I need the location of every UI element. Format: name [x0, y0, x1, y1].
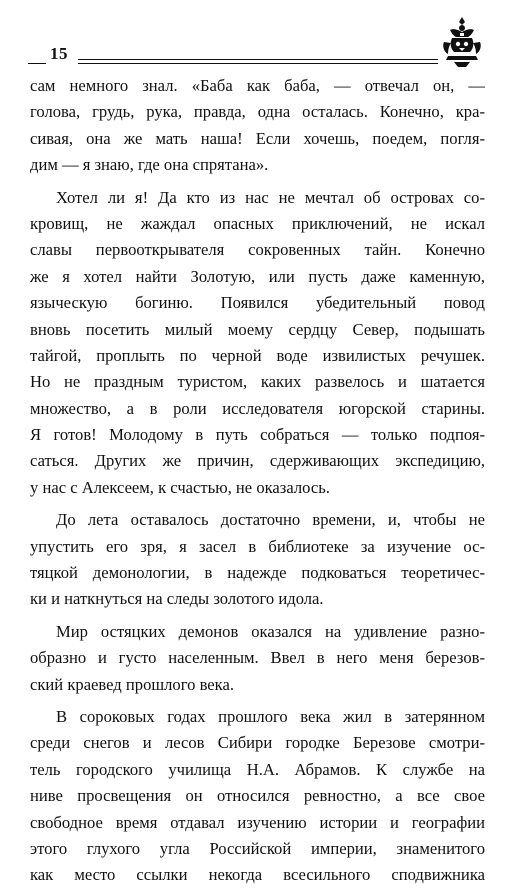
- text-line: множество, а в роли исследователя югорской старины.: [30, 398, 485, 418]
- text-line: среди снегов и лесов Сибири городке Березове смотри-: [30, 733, 485, 753]
- text-line: До лета оставалось достаточно времени, и, чтобы не: [56, 510, 485, 530]
- text-line: сам немного знал. «Баба как баба, — отвечал он, —: [30, 76, 485, 95]
- text-line: же я хотел найти Золотую, или пусть даже каменную,: [30, 266, 485, 286]
- text-line: ский краевед прошлого века.: [30, 674, 234, 694]
- paragraph: [30, 507, 485, 613]
- text-line: сивая, она же мать наша! Если хочешь, поедем, погля-: [30, 128, 485, 148]
- paragraph: [30, 73, 485, 179]
- text-line: как место ссылки некогда всесильного сподвижника: [30, 865, 485, 885]
- text-line: упустить его зря, я засел в библиотеке за изучение ос-: [30, 536, 485, 556]
- text-line: у нас с Алексеем, к счастью, не оказалось.: [30, 477, 330, 497]
- header-rule-stub: [28, 63, 46, 64]
- paragraph: [30, 619, 485, 698]
- text-line: Я готов! Молодому в путь собраться — только подпоя-: [30, 425, 485, 445]
- text-line: языческую богиню. Появился убедительный повод: [30, 293, 485, 313]
- header-rule-bottom: [78, 63, 438, 64]
- text-line: свободное время отдавал изучению истории и географии: [30, 812, 485, 832]
- text-line: тель городского училища Н.А. Абрамов. К службе на: [30, 759, 485, 779]
- header-rule-top: [78, 59, 438, 60]
- text-line: образно и густо населенным. Ввел в него меня березов-: [30, 648, 485, 668]
- page-number: 15: [50, 44, 68, 63]
- text-line: ниве просвещения он относился ревностно, а все свое: [30, 786, 485, 806]
- text-line: тяцкой демонологии, в надежде подковаться теоретичес-: [30, 563, 485, 583]
- text-line: саться. Других же причин, сдерживающих экспедицию,: [30, 451, 485, 471]
- text-line: Но не праздным туристом, каких развелось и шатается: [30, 372, 485, 392]
- page-header: [28, 36, 484, 72]
- text-line: ки и наткнуться на следы золотого идола.: [30, 589, 324, 609]
- text-line: голова, грудь, рука, правда, одна осталась. Конечно, кра-: [30, 102, 485, 122]
- text-line: кровищ, не жаждал опасных приключений, не искал: [30, 213, 485, 233]
- text-line: этого глухого угла Российской империи, знаменитого: [30, 838, 485, 858]
- paragraph: [30, 704, 485, 889]
- text-line: тайгой, проплыть по черной воде извилистых речушек.: [30, 345, 485, 365]
- body-text: [30, 73, 485, 895]
- text-line: дим — я знаю, где она спрятана».: [30, 155, 269, 175]
- text-line: вновь посетить милый моему сердцу Север, подышать: [30, 319, 485, 339]
- text-line: славы первооткрывателя сокровенных тайн. Конечно: [30, 240, 485, 260]
- text-line: Хотел ли я! Да кто из нас не мечтал об островах со-: [56, 187, 485, 207]
- text-line: Мир остяцких демонов оказался на удивление разно-: [56, 621, 485, 641]
- crest-ornament-icon: [440, 16, 484, 68]
- text-line: В сороковых годах прошлого века жил в затерянном: [56, 706, 485, 726]
- paragraph: [30, 185, 485, 502]
